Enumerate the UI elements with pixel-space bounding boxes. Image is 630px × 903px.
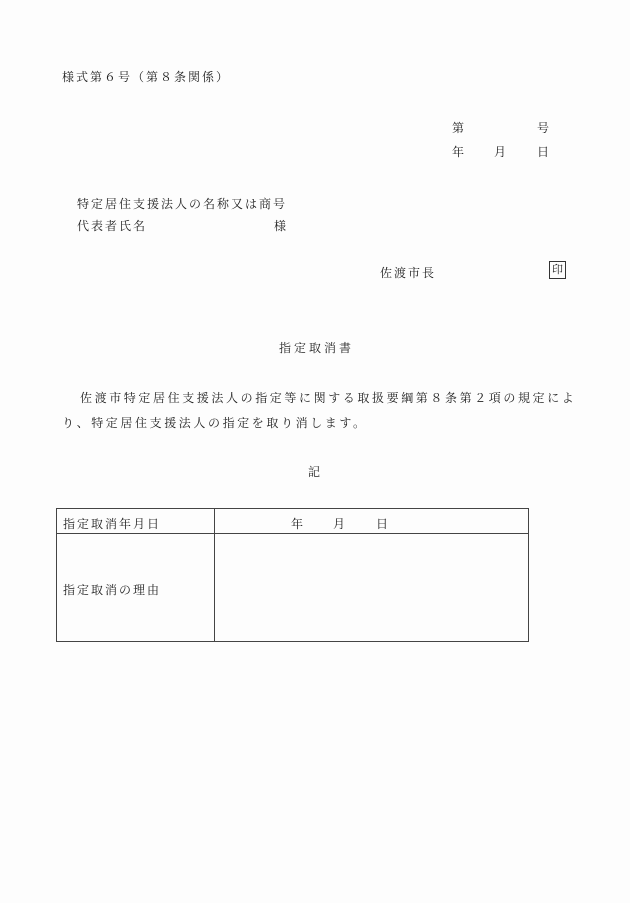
issuer-title: 佐渡市長 xyxy=(380,266,437,280)
form-number: 様式第６号（第８条関係） xyxy=(62,70,231,84)
issue-date-year: 年 xyxy=(452,145,467,159)
issue-date-month: 月 xyxy=(494,145,509,159)
ki-heading: 記 xyxy=(308,465,323,479)
addressee-honorific: 様 xyxy=(274,219,289,233)
document-number-suffix: 号 xyxy=(537,121,552,135)
revocation-date-year: 年 xyxy=(291,517,306,531)
document-number-prefix: 第 xyxy=(452,121,467,135)
addressee-corporation-name: 特定居住支援法人の名称又は商号 xyxy=(77,197,288,211)
body-text-line-1: 佐渡市特定居住支援法人の指定等に関する取扱要綱第８条第２項の規定によ xyxy=(80,391,577,405)
addressee-representative: 代表者氏名 xyxy=(77,219,148,233)
document-title: 指定取消書 xyxy=(279,341,355,355)
revocation-date-label: 指定取消年月日 xyxy=(63,517,162,531)
issue-date-day: 日 xyxy=(537,145,552,159)
revocation-date-month: 月 xyxy=(333,517,348,531)
revocation-reason-label: 指定取消の理由 xyxy=(63,583,162,597)
table-column-divider xyxy=(214,509,215,641)
table-row-divider xyxy=(57,533,528,534)
seal-box: 印 xyxy=(549,261,566,279)
body-text-line-2: り、特定居住支援法人の指定を取り消します。 xyxy=(62,416,368,430)
revocation-date-day: 日 xyxy=(376,517,391,531)
revocation-details-table xyxy=(56,508,529,642)
